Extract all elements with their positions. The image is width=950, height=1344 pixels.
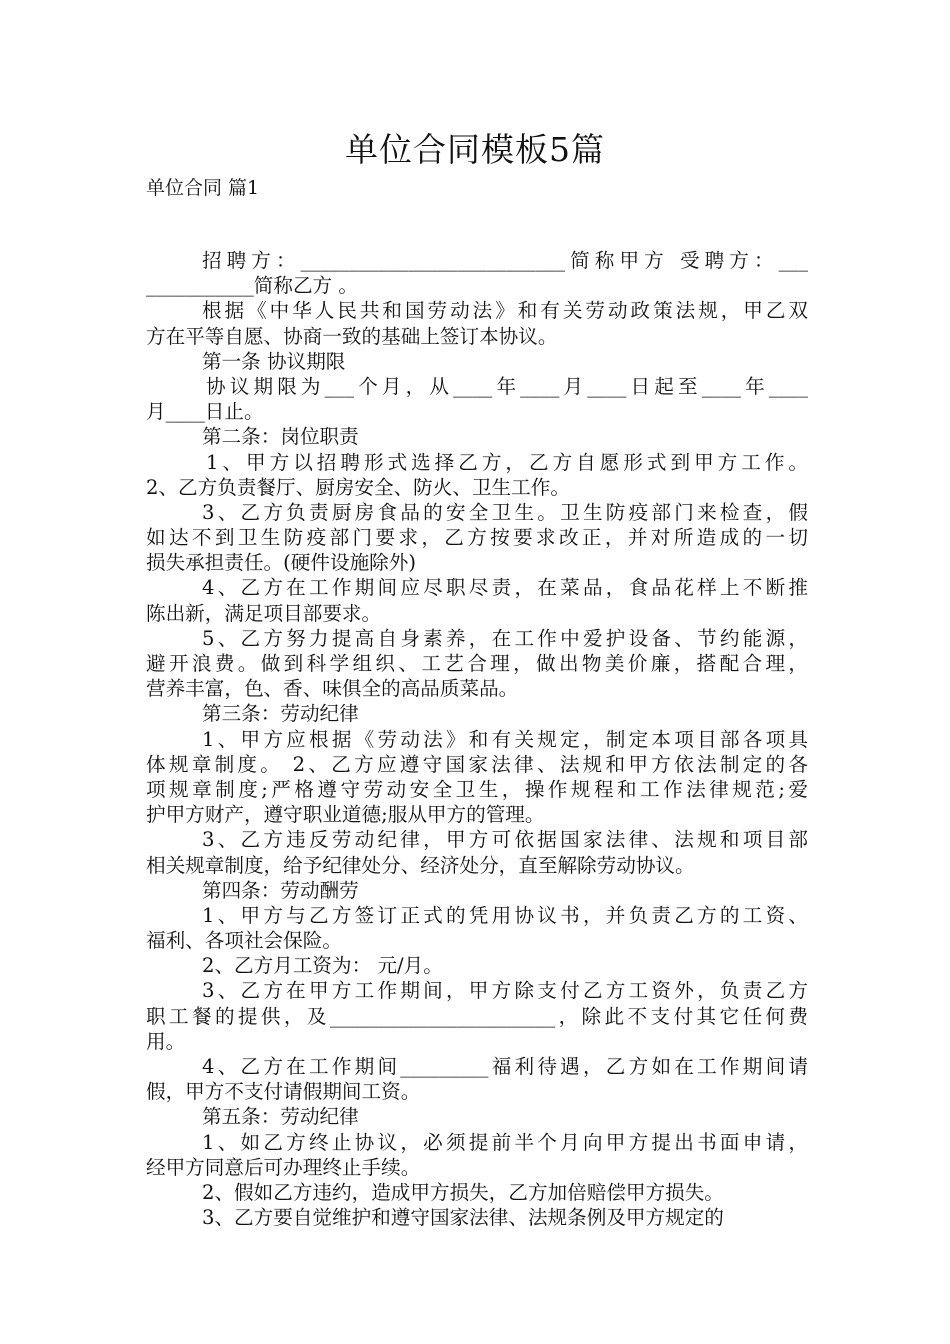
body-line: 3、乙方在甲方工作期间，甲方除支付乙方工资外，负责乙方 (202, 979, 808, 1003)
body-line: 1、如乙方终止协议，必须提前半个月向甲方提出书面申请， (202, 1130, 808, 1154)
body-line: 根据《中华人民共和国劳动法》和有关劳动政策法规，甲乙双 (202, 299, 808, 323)
body-line: 避开浪费。做到科学组织、工艺合理，做出物美价廉，搭配合理， (146, 652, 808, 675)
body-line: 协议期限为___个月，从____年____月____日起至____年____ (206, 374, 808, 398)
body-line: 4、乙方在工作期间_________福利待遇，乙方如在工作期间请 (202, 1055, 808, 1078)
body-line: 福利、各项社会保险。 (146, 929, 342, 953)
body-line: 1、甲方以招聘形式选择乙方，乙方自愿形式到甲方工作。 (206, 450, 808, 474)
body-line: 经甲方同意后可办理终止手续。 (146, 1155, 421, 1179)
body-line: 4、乙方在工作期间应尽职尽责，在菜品，食品花样上不断推 (202, 576, 808, 600)
document-body (146, 248, 808, 1230)
body-line: 招聘方：___________________________简称甲方 受聘方：___ (202, 249, 808, 272)
section-heading: 第三条：劳动纪律 (202, 702, 359, 726)
body-line: 月____日止。 (146, 400, 264, 424)
body-line: 用。 (146, 1029, 186, 1053)
body-line: 假，甲方不支付请假期间工资。 (146, 1080, 421, 1104)
body-line: 3、乙方违反劳动纪律，甲方可依据国家法律、法规和项目部 (202, 828, 808, 852)
body-line: 如达不到卫生防疫部门要求，乙方按要求改正，并对所造成的一切 (146, 526, 808, 550)
body-line: 3、乙方要自觉维护和遵守国家法律、法规条例及甲方规定的 (202, 1206, 724, 1230)
section-heading: 第二条：岗位职责 (202, 425, 359, 449)
body-line: 项规章制度;严格遵守劳动安全卫生，操作规程和工作法律规范;爱 (146, 777, 808, 801)
document-subtitle: 单位合同 篇1 (146, 177, 260, 199)
section-heading: 第四条：劳动酬劳 (202, 878, 359, 902)
body-line: 3、乙方负责厨房食品的安全卫生。卫生防疫部门来检查，假 (202, 500, 808, 524)
body-line: ___________简称乙方 。 (146, 274, 358, 298)
body-line: 2、乙方负责餐厅、厨房安全、防火、卫生工作。 (146, 475, 570, 499)
body-line: 护甲方财产，遵守职业道德;服从甲方的管理。 (146, 803, 545, 827)
body-line: 1、甲方与乙方签订正式的凭用协议书，并负责乙方的工资、 (202, 903, 808, 927)
body-line: 5、乙方努力提高自身素养，在工作中爱护设备、节约能源， (202, 626, 808, 650)
body-line: 方在平等自愿、协商一致的基础上签订本协议。 (146, 324, 558, 348)
section-heading: 第五条：劳动纪律 (202, 1105, 359, 1129)
body-line: 2、乙方月工资为： 元/月。 (202, 954, 443, 978)
section-heading: 第一条 协议期限 (202, 349, 346, 373)
body-line: 2、假如乙方违约，造成甲方损失，乙方加倍赔偿甲方损失。 (202, 1180, 724, 1204)
body-line: 损失承担责任。(硬件设施除外) (146, 551, 417, 575)
body-line: 营养丰富，色、香、味俱全的高品质菜品。 (146, 677, 519, 701)
body-line: 陈出新，满足项目部要求。 (146, 601, 382, 625)
document-title: 单位合同模板5篇 (345, 130, 605, 169)
body-line: 职工餐的提供，及_______________________，除此不支付其它任何费 (146, 1004, 808, 1028)
body-line: 1、甲方应根据《劳动法》和有关规定，制定本项目部各项具 (202, 727, 808, 751)
body-line: 体规章制度。 2、乙方应遵守国家法律、法规和甲方依法制定的各 (146, 752, 808, 776)
body-line: 相关规章制度，给予纪律处分、经济处分，直至解除劳动协议。 (146, 853, 695, 877)
